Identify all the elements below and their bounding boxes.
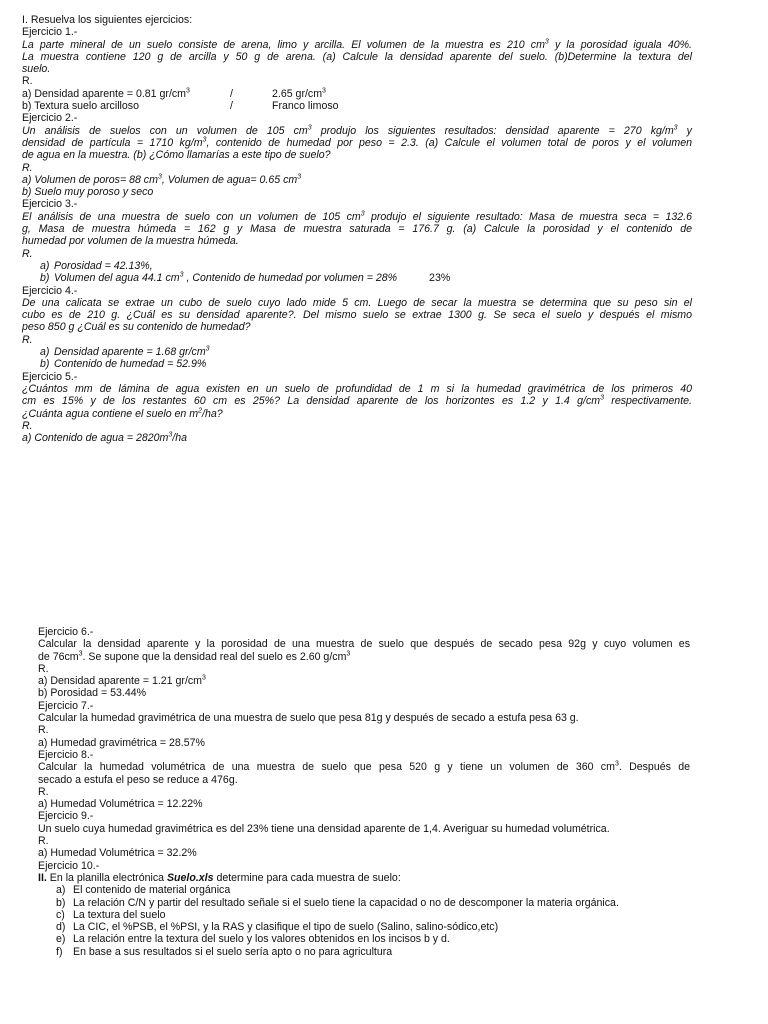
exercise-7-text-line-1: Calcular la humedad gravimétrica de una muestra de suelo que pesa 81g y después de secado a estufa pesa 63 g. bbox=[38, 712, 579, 725]
section-1 bbox=[22, 14, 692, 444]
exercise-6-answer-a: a) Densidad aparente = 1.21 $gr/cm^3$ bbox=[38, 674, 206, 688]
exercise-5-title: Ejercicio 5.- bbox=[22, 370, 78, 383]
exercise-4-title: Ejercicio 4.- bbox=[22, 284, 78, 297]
task-list-item-f: f) En base a sus resultados si el suelo sería apto o no para agricultura bbox=[56, 945, 393, 958]
exercise-8-text-line-2: secado a estufa el peso se reduce a 476g. bbox=[38, 773, 238, 786]
exercise-3-answer-label: R. bbox=[22, 247, 33, 260]
exercise-4-text-line-3: peso 850 g ¿Cuál es su contenido de humedad? bbox=[22, 321, 251, 334]
exercise-5-answer-label: R. bbox=[22, 419, 33, 432]
spreadsheet-filename: Suelo.xls bbox=[166, 871, 214, 884]
exercise-9-answer-a: a) Humedad Volumétrica = 32.2% bbox=[38, 847, 197, 860]
exercise-4-text-line-2: cubo es de 210 g. ¿Cuál es su densidad aparente?. Del mismo suelo se extrae 1300 g. Se seca el suelo y después el mismo bbox=[22, 309, 692, 322]
exercise-7-answer-a: a) Humedad gravimétrica = 28.57% bbox=[38, 736, 205, 749]
exercise-1-text-line-3: suelo. bbox=[22, 63, 51, 76]
exercise-1-answer-a: a) Densidad aparente = 0.81 $gr/cm^3 / 2.65$ $gr/cm^3$ bbox=[22, 87, 326, 100]
exercise-2-text-line-2: densidad de partícula = 1710 $kg/m^3$, contenido de humedad por peso = 2.3. (a) Calcule el volumen total de poros y el volumen bbox=[22, 136, 693, 149]
exercise-4-answer-a: a) Densidad aparente = 1.68 $gr/cm^3$ bbox=[40, 345, 210, 359]
exercise-7-answer-label: R. bbox=[38, 724, 49, 737]
section-2 bbox=[38, 626, 690, 958]
task-list-item-e: e) La relación entre la textura del suelo y los valores obtenidos en los incisos b y d. bbox=[56, 933, 450, 946]
exercise-5-text-line-2: cm es 15% y de los restantes 60 cm es 25%? La densidad aparente de los horizontes es 1.2 y 1.4 $g/cm^3$ respectivamente. bbox=[22, 394, 692, 408]
exercise-2-title: Ejercicio 2.- bbox=[22, 112, 78, 125]
exercise-3-text-line-1: El análisis de una muestra de suelo con un volumen de 105 $cm^3$ produjo el siguiente resultado: Masa de muestra seca = 132.6 bbox=[22, 210, 693, 223]
task-list-item-c: c) La textura del suelo bbox=[56, 908, 166, 921]
exercise-8-answer-label: R. bbox=[38, 785, 49, 798]
section-2-heading: II. En la planilla electrónica Suelo.xls determine para cada muestra de suelo: bbox=[38, 871, 401, 884]
exercise-6-text-line-1: Calcular la densidad aparente y la porosidad de una muestra de suelo que después de secado pesa 92g y cuyo volumen es bbox=[38, 638, 690, 651]
exercise-4-text-line-1: De una calicata se extrae un cubo de suelo cuyo lado mide 5 cm. Luego de secar la muestra se determina que su peso sin el bbox=[22, 296, 692, 309]
exercise-2-answer-a: a) Volumen de poros= 88 $cm^3$, Volumen de agua= 0.65 $cm^3$ bbox=[22, 173, 302, 186]
section-1-heading: I. Resuelva los siguientes ejercicios: bbox=[22, 14, 193, 26]
exercise-10-title: Ejercicio 10.- bbox=[38, 859, 100, 872]
exercise-2-text-line-1: Un análisis de suelos con un volumen de 105 $cm^3$ produjo los siguientes resultados: densidad aparente = 270 $kg/m^3$ y bbox=[22, 124, 692, 137]
task-list-item-a: a) El contenido de material orgánica bbox=[56, 884, 231, 897]
exercise-9-text-line-1: Un suelo cuya humedad gravimétrica es del 23% tiene una densidad aparente de 1,4. Averiguar su humedad volumétrica. bbox=[38, 822, 610, 835]
exercise-1-answer-label: R. bbox=[22, 75, 33, 88]
exercise-5-text-line-1: ¿Cuántos mm de lámina de agua existen en un suelo de profundidad de 1 m si la humedad gravimétrica de los primeros 40 bbox=[22, 382, 692, 395]
exercise-6-answer-label: R. bbox=[38, 662, 49, 675]
exercise-5-answer-a: a) Contenido de agua = $2820m^3/ha$ bbox=[22, 431, 188, 445]
exercise-3-title: Ejercicio 3.- bbox=[22, 198, 78, 211]
exercise-8-title: Ejercicio 8.- bbox=[38, 748, 94, 761]
task-list-item-b: b) La relación C/N y partir del resultado señale si el suelo tiene la capacidad o no de descomponer la materia orgánica. bbox=[56, 896, 619, 909]
exercise-3-text-line-2: g, Masa de muestra húmeda = 162 g y Masa de muestra saturada = 176.7 g. (a) Calcule la porosidad y el contenido de bbox=[22, 223, 692, 236]
exercise-2-answer-b: b) Suelo muy poroso y seco bbox=[22, 186, 154, 199]
exercise-9-title: Ejercicio 9.- bbox=[38, 810, 94, 823]
exercise-1-title: Ejercicio 1.- bbox=[22, 26, 78, 39]
exercise-5-text-line-3: ¿Cuánta agua contiene el suelo en $m^2/ha$? bbox=[22, 406, 223, 420]
exercise-1-answer-b: b) Textura suelo arcilloso / Franco limoso bbox=[22, 100, 339, 113]
exercise-6-text-line-2: de $76cm^3$. Se supone que la densidad real del suelo es 2.60 $g/cm^3$ bbox=[38, 650, 351, 663]
task-list-item-d: d) La CIC, el %PSB, el %PSI, y la RAS y clasifique el tipo de suelo (Salino, salino-sódico,etc) bbox=[56, 921, 499, 934]
exercise-2-text-line-3: de agua en la muestra. (b) ¿Cómo llamarías a este tipo de suelo? bbox=[22, 149, 331, 162]
exercise-8-text-line-1: Calcular la humedad volumétrica de una muestra de suelo que pesa 520 g y tiene un volumen de 360 $cm^3$. Después de bbox=[38, 760, 690, 774]
exercise-1-text-line-1: La parte mineral de un suelo consiste de arena, limo y arcilla. El volumen de la muestra es 210 $cm^3$ y la porosidad iguala 40%. bbox=[22, 38, 692, 51]
exercise-8-answer-a: a) Humedad Volumétrica = 12.22% bbox=[38, 798, 203, 811]
exercise-2-answer-label: R. bbox=[22, 161, 33, 174]
exercise-4-answer-b: b) Contenido de humedad = 52.9% bbox=[40, 358, 207, 371]
exercise-3-text-line-3: humedad por volumen de la muestra húmeda. bbox=[22, 235, 239, 248]
exercise-7-title: Ejercicio 7.- bbox=[38, 699, 94, 712]
exercise-1-text-line-2: La muestra contiene 120 g de arcilla y 50 g de arena. (a) Calcule la densidad aparente del suelo. (b)Determine la textura del bbox=[22, 50, 692, 63]
exercise-3-answer-a: a) Porosidad = 42.13%, bbox=[40, 259, 153, 272]
exercise-4-answer-label: R. bbox=[22, 333, 33, 346]
exercise-3-answer-b: b) Volumen del agua 44.1 $cm^3$ , Contenido de humedad por volumen = 28% 23% bbox=[40, 271, 451, 285]
exercise-9-answer-label: R. bbox=[38, 835, 49, 848]
exercise-6-title: Ejercicio 6.- bbox=[38, 626, 94, 638]
exercise-6-answer-b: b) Porosidad = 53.44% bbox=[38, 687, 147, 700]
